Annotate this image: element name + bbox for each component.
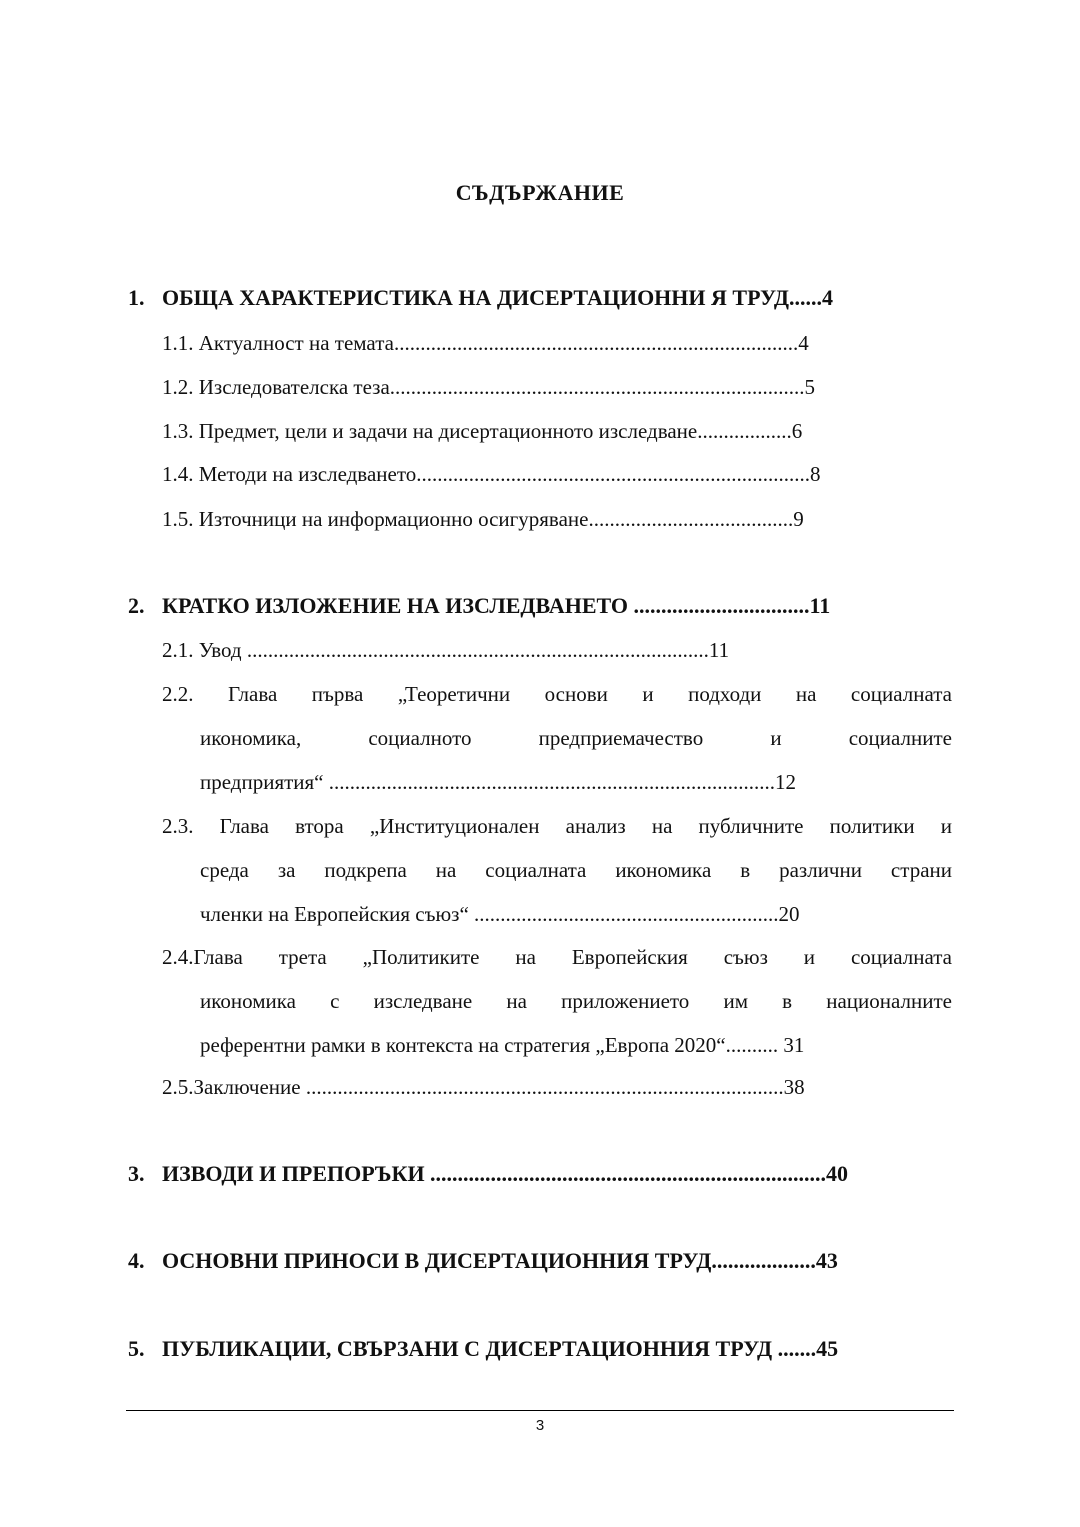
section-number: 4. <box>128 1248 145 1273</box>
section-number: 3. <box>128 1161 145 1186</box>
toc-entry-line: 2.2. Глава първа „Теоретични основи и подходи на социалната <box>162 682 952 706</box>
section-number: 1. <box>128 285 145 310</box>
section-number: 2. <box>128 593 145 618</box>
toc-entry-2-2[interactable] <box>162 672 952 804</box>
page-number: 3 <box>535 1417 545 1434</box>
toc-section-4[interactable] <box>128 1247 952 1275</box>
toc-entry-line: икономика, социалното предприемачество и социалните <box>200 726 952 750</box>
toc-entry-2-3[interactable] <box>162 804 952 936</box>
toc-entry-line: среда за подкрепа на социалната икономика в различни страни <box>200 858 952 882</box>
section-title: ОСНОВНИ ПРИНОСИ В ДИСЕРТАЦИОННИЯ ТРУД...................43 <box>162 1248 838 1273</box>
toc-title: СЪДЪРЖАНИЕ <box>455 180 625 205</box>
section-title: ПУБЛИКАЦИИ, СВЪРЗАНИ С ДИСЕРТАЦИОННИЯ ТРУД .......45 <box>162 1336 839 1361</box>
toc-entry-1-1[interactable]: 1.1. Актуалност на темата.............................................................................4 <box>162 331 809 355</box>
toc-entry-2-4[interactable] <box>162 935 952 1067</box>
toc-entry-2-5[interactable]: 2.5.Заключение ...........................................................................................38 <box>162 1075 805 1099</box>
toc-section-5[interactable] <box>128 1335 950 1363</box>
toc-entry-1-3[interactable]: 1.3. Предмет, цели и задачи на дисертационното изследване..................6 <box>162 419 803 443</box>
toc-entry-line: предприятия“ .....................................................................................12 <box>200 770 796 794</box>
toc-entry-line: референтни рамки в контекста на стратегия „Европа 2020“.......... 31 <box>200 1033 805 1057</box>
toc-entry-2-1[interactable]: 2.1. Увод ........................................................................................11 <box>162 638 730 662</box>
toc-entry-1-5[interactable]: 1.5. Източници на информационно осигуряване.......................................9 <box>162 507 804 531</box>
toc-entry-line: 2.4.Глава трета „Политиките на Европейския съюз и социалната <box>162 945 952 969</box>
toc-entry-1-2[interactable]: 1.2. Изследователска теза...............................................................................5 <box>162 375 816 399</box>
section-title: ИЗВОДИ И ПРЕПОРЪКИ ........................................................................40 <box>162 1161 849 1186</box>
toc-section-1[interactable] <box>128 284 948 312</box>
toc-entry-1-4[interactable]: 1.4. Методи на изследването...........................................................................8 <box>162 462 821 486</box>
toc-section-2[interactable] <box>128 592 950 620</box>
toc-entry-line: икономика с изследване на приложението им в националните <box>200 989 952 1013</box>
toc-entry-line: членки на Европейския съюз“ ..........................................................20 <box>200 902 800 926</box>
section-title: ОБЩА ХАРАКТЕРИСТИКА НА ДИСЕРТАЦИОННИ Я ТРУД......4 <box>162 285 834 310</box>
footer-divider <box>126 1410 954 1411</box>
section-number: 5. <box>128 1336 145 1361</box>
toc-section-3[interactable] <box>128 1160 950 1188</box>
section-title: КРАТКО ИЗЛОЖЕНИЕ НА ИЗСЛЕДВАНЕТО ................................11 <box>162 593 831 618</box>
toc-entry-line: 2.3. Глава втора „Институционален анализ на публичните политики и <box>162 814 952 838</box>
